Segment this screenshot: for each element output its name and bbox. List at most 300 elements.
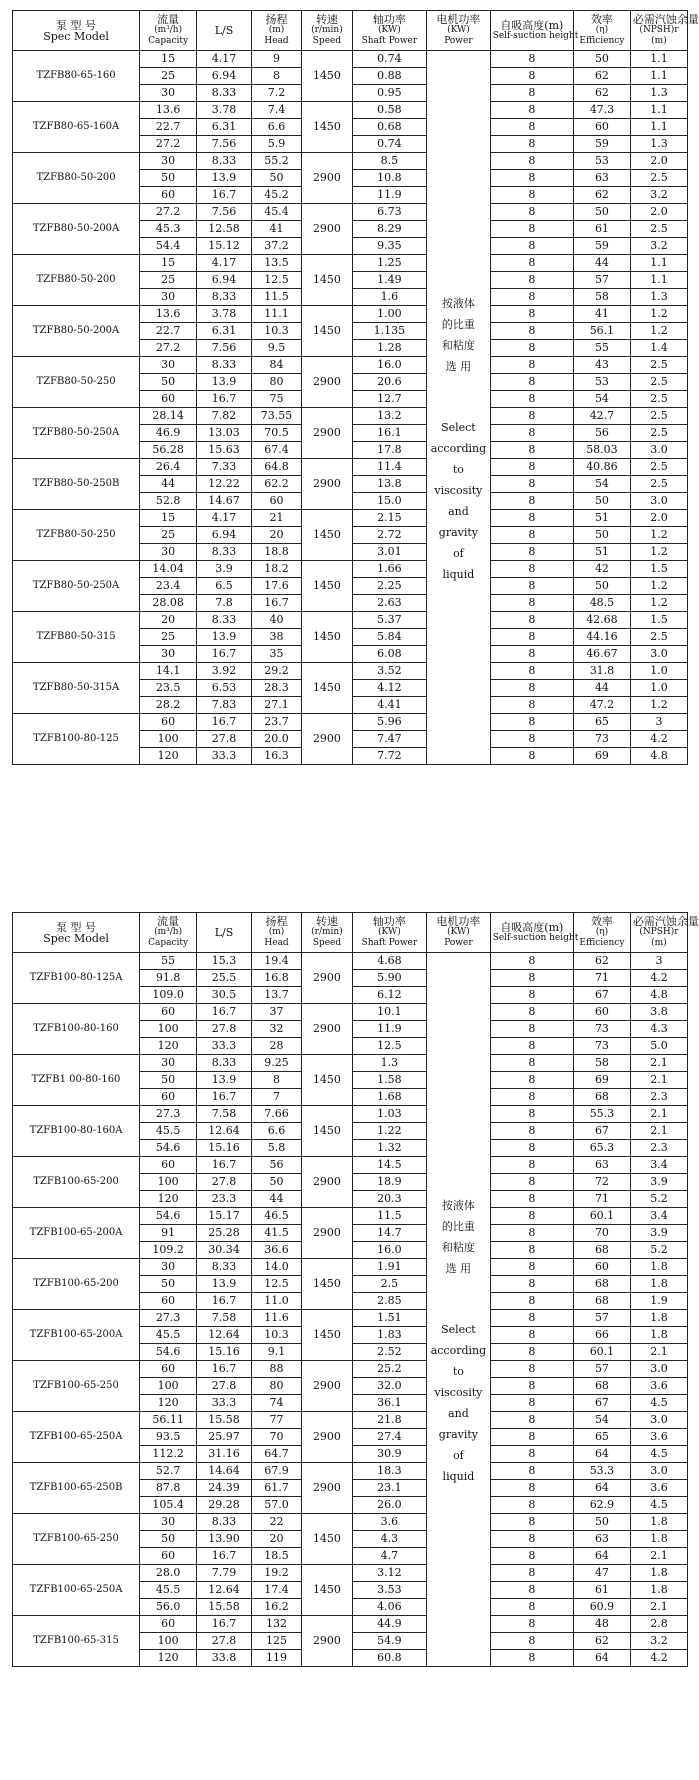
capacity-cell: 27.3 — [140, 1310, 197, 1327]
header-motor-power-text: (KW) — [447, 25, 470, 35]
npsh-cell: 3.6 — [630, 1378, 687, 1395]
ls-cell: 15.16 — [197, 1344, 252, 1361]
shaft-power-cell: 2.63 — [352, 595, 427, 612]
self-suction-cell: 8 — [490, 119, 573, 136]
speed-cell: 1450 — [302, 102, 352, 153]
ls-cell: 15.63 — [197, 442, 252, 459]
head-cell: 20.0 — [251, 731, 301, 748]
model-cell: TZFB80-50-315A — [13, 663, 140, 714]
efficiency-cell: 42 — [573, 561, 630, 578]
header-self-suction-text: Self-suction height — [492, 30, 579, 41]
model-cell: TZFB80-50-250A — [13, 408, 140, 459]
npsh-cell: 3.0 — [630, 1463, 687, 1480]
shaft-power-cell: 16.0 — [352, 357, 427, 374]
efficiency-cell: 42.68 — [573, 612, 630, 629]
self-suction-cell: 8 — [490, 953, 573, 970]
self-suction-cell: 8 — [490, 459, 573, 476]
header-model-text: Spec Model — [43, 29, 109, 43]
model-cell: TZFB100-65-315 — [13, 1616, 140, 1667]
head-cell: 18.2 — [251, 561, 301, 578]
self-suction-cell: 8 — [490, 1072, 573, 1089]
self-suction-cell: 8 — [490, 1565, 573, 1582]
head-cell: 38 — [251, 629, 301, 646]
shaft-power-cell: 25.2 — [352, 1361, 427, 1378]
ls-cell: 12.58 — [197, 221, 252, 238]
head-cell: 125 — [251, 1633, 301, 1650]
npsh-cell: 3 — [630, 714, 687, 731]
capacity-cell: 26.4 — [140, 459, 197, 476]
ls-cell: 13.9 — [197, 374, 252, 391]
shaft-power-cell: 1.00 — [352, 306, 427, 323]
shaft-power-cell: 1.49 — [352, 272, 427, 289]
efficiency-cell: 47.3 — [573, 102, 630, 119]
note-en-line: and — [448, 1406, 469, 1420]
npsh-cell: 1.1 — [630, 272, 687, 289]
header-shaft-power — [352, 913, 427, 953]
header-npsh-text: (m) — [651, 938, 667, 948]
efficiency-cell: 67 — [573, 1395, 630, 1412]
note-en-line: Select — [441, 1322, 476, 1336]
ls-cell: 6.94 — [197, 68, 252, 85]
shaft-power-cell: 8.5 — [352, 153, 427, 170]
efficiency-cell: 69 — [573, 1072, 630, 1089]
self-suction-cell: 8 — [490, 255, 573, 272]
shaft-power-cell: 0.68 — [352, 119, 427, 136]
self-suction-cell: 8 — [490, 442, 573, 459]
header-efficiency-text: (η) — [595, 25, 609, 35]
head-cell: 60 — [251, 493, 301, 510]
data-row — [13, 663, 688, 680]
ls-cell: 12.64 — [197, 1582, 252, 1599]
self-suction-cell: 8 — [490, 1157, 573, 1174]
header-model — [13, 913, 140, 953]
efficiency-cell: 69 — [573, 748, 630, 765]
speed-cell: 1450 — [302, 1565, 352, 1616]
head-cell: 55.2 — [251, 153, 301, 170]
model-cell: TZFB80-50-250 — [13, 510, 140, 561]
npsh-cell: 1.8 — [630, 1327, 687, 1344]
self-suction-cell: 8 — [490, 153, 573, 170]
capacity-cell: 100 — [140, 1378, 197, 1395]
header-efficiency-text: (η) — [595, 927, 609, 937]
shaft-power-cell: 9.35 — [352, 238, 427, 255]
head-cell: 50 — [251, 1174, 301, 1191]
npsh-cell: 1.8 — [630, 1565, 687, 1582]
self-suction-cell: 8 — [490, 561, 573, 578]
capacity-cell: 56.28 — [140, 442, 197, 459]
efficiency-cell: 71 — [573, 1191, 630, 1208]
ls-cell: 6.31 — [197, 119, 252, 136]
capacity-cell: 30 — [140, 1514, 197, 1531]
npsh-cell: 1.2 — [630, 306, 687, 323]
shaft-power-cell: 15.0 — [352, 493, 427, 510]
header-motor-power-text: (KW) — [447, 927, 470, 937]
header-efficiency-text: 效率 — [590, 13, 613, 26]
efficiency-cell: 65.3 — [573, 1140, 630, 1157]
shaft-power-cell: 1.32 — [352, 1140, 427, 1157]
head-cell: 8 — [251, 68, 301, 85]
self-suction-cell: 8 — [490, 1021, 573, 1038]
npsh-cell: 3.0 — [630, 646, 687, 663]
header-motor-power — [427, 913, 491, 953]
npsh-cell: 2.5 — [630, 357, 687, 374]
capacity-cell: 100 — [140, 731, 197, 748]
npsh-cell: 4.8 — [630, 987, 687, 1004]
ls-cell: 7.56 — [197, 136, 252, 153]
capacity-cell: 30 — [140, 85, 197, 102]
shaft-power-cell: 16.1 — [352, 425, 427, 442]
ls-cell: 6.53 — [197, 680, 252, 697]
head-cell: 7.2 — [251, 85, 301, 102]
data-row — [13, 102, 688, 119]
head-cell: 119 — [251, 1650, 301, 1667]
data-row — [13, 204, 688, 221]
shaft-power-cell: 4.41 — [352, 697, 427, 714]
capacity-cell: 50 — [140, 1276, 197, 1293]
self-suction-cell: 8 — [490, 1582, 573, 1599]
efficiency-cell: 31.8 — [573, 663, 630, 680]
speed-cell: 2900 — [302, 1361, 352, 1412]
npsh-cell: 4.5 — [630, 1446, 687, 1463]
ls-cell: 8.33 — [197, 357, 252, 374]
ls-cell: 4.17 — [197, 51, 252, 68]
head-cell: 73.55 — [251, 408, 301, 425]
shaft-power-cell: 4.7 — [352, 1548, 427, 1565]
efficiency-cell: 44 — [573, 680, 630, 697]
data-row — [13, 714, 688, 731]
self-suction-cell: 8 — [490, 1344, 573, 1361]
capacity-cell: 60 — [140, 1004, 197, 1021]
efficiency-cell: 47.2 — [573, 697, 630, 714]
header-self-suction-text: 自吸高度(m) — [500, 18, 564, 32]
shaft-power-cell: 18.3 — [352, 1463, 427, 1480]
efficiency-cell: 53 — [573, 374, 630, 391]
efficiency-cell: 57 — [573, 1361, 630, 1378]
ls-cell: 16.7 — [197, 714, 252, 731]
head-cell: 45.4 — [251, 204, 301, 221]
note-en-line: according — [430, 1343, 487, 1357]
head-cell: 50 — [251, 170, 301, 187]
header-model-text: 泵 型 号 — [56, 18, 97, 32]
header-shaft-power — [352, 11, 427, 51]
npsh-cell: 2.5 — [630, 391, 687, 408]
efficiency-cell: 42.7 — [573, 408, 630, 425]
ls-cell: 7.56 — [197, 204, 252, 221]
efficiency-cell: 47 — [573, 1565, 630, 1582]
shaft-power-cell: 1.83 — [352, 1327, 427, 1344]
efficiency-cell: 40.86 — [573, 459, 630, 476]
data-row — [13, 1157, 688, 1174]
speed-cell: 1450 — [302, 1259, 352, 1310]
ls-cell: 8.33 — [197, 153, 252, 170]
ls-cell: 16.7 — [197, 391, 252, 408]
capacity-cell: 52.8 — [140, 493, 197, 510]
efficiency-cell: 64 — [573, 1548, 630, 1565]
head-cell: 20 — [251, 1531, 301, 1548]
capacity-cell: 105.4 — [140, 1497, 197, 1514]
model-cell: TZFB80-50-200 — [13, 153, 140, 204]
header-capacity-text: (m³/h) — [154, 25, 183, 35]
efficiency-cell: 70 — [573, 1225, 630, 1242]
npsh-cell: 1.4 — [630, 340, 687, 357]
capacity-cell: 45.3 — [140, 221, 197, 238]
data-row — [13, 1514, 688, 1531]
header-self-suction — [490, 11, 579, 51]
efficiency-cell: 71 — [573, 970, 630, 987]
efficiency-cell: 63 — [573, 1157, 630, 1174]
note-en-line: to — [452, 1364, 464, 1378]
head-cell: 9 — [251, 51, 301, 68]
self-suction-cell: 8 — [490, 187, 573, 204]
shaft-power-cell: 1.3 — [352, 1055, 427, 1072]
ls-cell: 16.7 — [197, 1089, 252, 1106]
model-cell: TZFB100-65-250A — [13, 1565, 140, 1616]
npsh-cell: 1.8 — [630, 1582, 687, 1599]
motor-power-note — [427, 953, 491, 1667]
head-cell: 22 — [251, 1514, 301, 1531]
note-cn-line: 按液体 — [441, 296, 475, 310]
self-suction-cell: 8 — [490, 1514, 573, 1531]
note-en-line: to — [452, 462, 464, 476]
self-suction-cell: 8 — [490, 238, 573, 255]
shaft-power-cell: 0.88 — [352, 68, 427, 85]
efficiency-cell: 73 — [573, 1038, 630, 1055]
npsh-cell: 4.3 — [630, 1021, 687, 1038]
ls-cell: 8.33 — [197, 544, 252, 561]
head-cell: 7.66 — [251, 1106, 301, 1123]
header-head-text: (m) — [268, 25, 285, 35]
capacity-cell: 55 — [140, 953, 197, 970]
npsh-cell: 2.1 — [630, 1599, 687, 1616]
npsh-cell: 1.5 — [630, 612, 687, 629]
head-cell: 7.4 — [251, 102, 301, 119]
shaft-power-cell: 1.25 — [352, 255, 427, 272]
head-cell: 37.2 — [251, 238, 301, 255]
shaft-power-cell: 1.51 — [352, 1310, 427, 1327]
data-row — [13, 306, 688, 323]
capacity-cell: 30 — [140, 153, 197, 170]
header-model-text: Spec Model — [43, 931, 109, 945]
npsh-cell: 3.4 — [630, 1208, 687, 1225]
note-en-line: viscosity — [434, 1385, 483, 1399]
npsh-cell: 1.8 — [630, 1259, 687, 1276]
ls-cell: 27.8 — [197, 1378, 252, 1395]
ls-cell: 12.64 — [197, 1327, 252, 1344]
head-cell: 88 — [251, 1361, 301, 1378]
header-ls — [197, 11, 252, 51]
efficiency-cell: 62.9 — [573, 1497, 630, 1514]
header-head-text: 扬程 — [265, 13, 288, 26]
shaft-power-cell: 10.1 — [352, 1004, 427, 1021]
ls-cell: 13.9 — [197, 629, 252, 646]
model-cell: TZFB80-65-160 — [13, 51, 140, 102]
efficiency-cell: 59 — [573, 136, 630, 153]
model-cell: TZFB100-65-250B — [13, 1463, 140, 1514]
note-cn-line: 和粘度 — [441, 338, 475, 352]
speed-cell: 2900 — [302, 153, 352, 204]
spec-table-1-container — [12, 10, 699, 765]
shaft-power-cell: 1.135 — [352, 323, 427, 340]
ls-cell: 25.97 — [197, 1429, 252, 1446]
header-motor-power-text: 电机功率 — [436, 13, 481, 26]
capacity-cell: 93.5 — [140, 1429, 197, 1446]
npsh-cell: 2.5 — [630, 221, 687, 238]
shaft-power-cell: 1.91 — [352, 1259, 427, 1276]
capacity-cell: 15 — [140, 510, 197, 527]
speed-cell: 1450 — [302, 663, 352, 714]
efficiency-cell: 64 — [573, 1480, 630, 1497]
npsh-cell: 2.1 — [630, 1106, 687, 1123]
efficiency-cell: 73 — [573, 731, 630, 748]
shaft-power-cell: 11.4 — [352, 459, 427, 476]
efficiency-cell: 48.5 — [573, 595, 630, 612]
self-suction-cell: 8 — [490, 493, 573, 510]
data-row — [13, 1208, 688, 1225]
efficiency-cell: 56.1 — [573, 323, 630, 340]
note-cn-line: 选 用 — [445, 1261, 472, 1275]
capacity-cell: 60 — [140, 1089, 197, 1106]
model-cell: TZFB100-65-250 — [13, 1514, 140, 1565]
capacity-cell: 13.6 — [140, 102, 197, 119]
speed-cell: 1450 — [302, 1514, 352, 1565]
npsh-cell: 3 — [630, 953, 687, 970]
speed-cell: 1450 — [302, 255, 352, 306]
head-cell: 9.1 — [251, 1344, 301, 1361]
head-cell: 16.7 — [251, 595, 301, 612]
shaft-power-cell: 2.85 — [352, 1293, 427, 1310]
capacity-cell: 50 — [140, 1531, 197, 1548]
header-row — [13, 913, 688, 953]
ls-cell: 8.33 — [197, 289, 252, 306]
header-motor-power-text: Power — [444, 938, 473, 948]
header-speed-text: 转速 — [315, 13, 338, 26]
head-cell: 62.2 — [251, 476, 301, 493]
ls-cell: 7.83 — [197, 697, 252, 714]
header-motor-power-text: 电机功率 — [436, 915, 481, 928]
motor-power-note — [427, 51, 491, 765]
self-suction-cell: 8 — [490, 1140, 573, 1157]
self-suction-cell: 8 — [490, 340, 573, 357]
npsh-cell: 2.5 — [630, 374, 687, 391]
head-cell: 18.5 — [251, 1548, 301, 1565]
header-speed-text: (r/min) — [311, 927, 343, 937]
data-row — [13, 953, 688, 970]
header-capacity — [140, 913, 197, 953]
shaft-power-cell: 6.08 — [352, 646, 427, 663]
shaft-power-cell: 4.06 — [352, 1599, 427, 1616]
self-suction-cell: 8 — [490, 578, 573, 595]
capacity-cell: 56.0 — [140, 1599, 197, 1616]
head-cell: 40 — [251, 612, 301, 629]
data-row — [13, 255, 688, 272]
npsh-cell: 2.5 — [630, 408, 687, 425]
ls-cell: 6.94 — [197, 527, 252, 544]
header-efficiency-text: Efficiency — [579, 36, 625, 46]
shaft-power-cell: 5.84 — [352, 629, 427, 646]
shaft-power-cell: 7.72 — [352, 748, 427, 765]
efficiency-cell: 48 — [573, 1616, 630, 1633]
shaft-power-cell: 12.7 — [352, 391, 427, 408]
ls-cell: 12.64 — [197, 1123, 252, 1140]
efficiency-cell: 68 — [573, 1242, 630, 1259]
ls-cell: 33.3 — [197, 748, 252, 765]
shaft-power-cell: 27.4 — [352, 1429, 427, 1446]
efficiency-cell: 53 — [573, 153, 630, 170]
ls-cell: 15.17 — [197, 1208, 252, 1225]
npsh-cell: 1.2 — [630, 323, 687, 340]
header-shaft-power-text: 轴功率 — [372, 13, 406, 26]
shaft-power-cell: 2.72 — [352, 527, 427, 544]
data-row — [13, 1412, 688, 1429]
capacity-cell: 54.4 — [140, 238, 197, 255]
model-cell: TZFB100-65-200A — [13, 1310, 140, 1361]
efficiency-cell: 64 — [573, 1650, 630, 1667]
head-cell: 64.8 — [251, 459, 301, 476]
npsh-cell: 1.1 — [630, 51, 687, 68]
head-cell: 32 — [251, 1021, 301, 1038]
npsh-cell: 1.1 — [630, 102, 687, 119]
capacity-cell: 60 — [140, 1548, 197, 1565]
header-npsh — [630, 11, 699, 51]
data-row — [13, 1565, 688, 1582]
speed-cell: 2900 — [302, 408, 352, 459]
npsh-cell: 2.1 — [630, 1548, 687, 1565]
ls-cell: 12.22 — [197, 476, 252, 493]
capacity-cell: 30 — [140, 357, 197, 374]
head-cell: 67.9 — [251, 1463, 301, 1480]
capacity-cell: 15 — [140, 255, 197, 272]
speed-cell: 2900 — [302, 1157, 352, 1208]
self-suction-cell: 8 — [490, 1310, 573, 1327]
speed-cell: 2900 — [302, 1463, 352, 1514]
head-cell: 75 — [251, 391, 301, 408]
npsh-cell: 1.2 — [630, 527, 687, 544]
self-suction-cell: 8 — [490, 1055, 573, 1072]
efficiency-cell: 44 — [573, 255, 630, 272]
head-cell: 10.3 — [251, 323, 301, 340]
data-row — [13, 561, 688, 578]
model-cell: TZFB100-65-200 — [13, 1157, 140, 1208]
npsh-cell: 1.3 — [630, 136, 687, 153]
capacity-cell: 25 — [140, 629, 197, 646]
capacity-cell: 52.7 — [140, 1463, 197, 1480]
self-suction-cell: 8 — [490, 272, 573, 289]
speed-cell: 2900 — [302, 714, 352, 765]
data-row — [13, 1361, 688, 1378]
efficiency-cell: 60 — [573, 1259, 630, 1276]
head-cell: 29.2 — [251, 663, 301, 680]
head-cell: 44 — [251, 1191, 301, 1208]
shaft-power-cell: 3.01 — [352, 544, 427, 561]
header-ls-text: L/S — [214, 24, 234, 37]
head-cell: 36.6 — [251, 1242, 301, 1259]
shaft-power-cell: 5.90 — [352, 970, 427, 987]
head-cell: 8 — [251, 1072, 301, 1089]
capacity-cell: 120 — [140, 1191, 197, 1208]
self-suction-cell: 8 — [490, 663, 573, 680]
capacity-cell: 100 — [140, 1633, 197, 1650]
head-cell: 56 — [251, 1157, 301, 1174]
efficiency-cell: 62 — [573, 953, 630, 970]
shaft-power-cell: 12.5 — [352, 1038, 427, 1055]
ls-cell: 14.67 — [197, 493, 252, 510]
capacity-cell: 27.2 — [140, 136, 197, 153]
header-head-text: Head — [264, 938, 289, 948]
header-shaft-power-text: (KW) — [378, 927, 401, 937]
efficiency-cell: 54 — [573, 391, 630, 408]
ls-cell: 23.3 — [197, 1191, 252, 1208]
self-suction-cell: 8 — [490, 408, 573, 425]
